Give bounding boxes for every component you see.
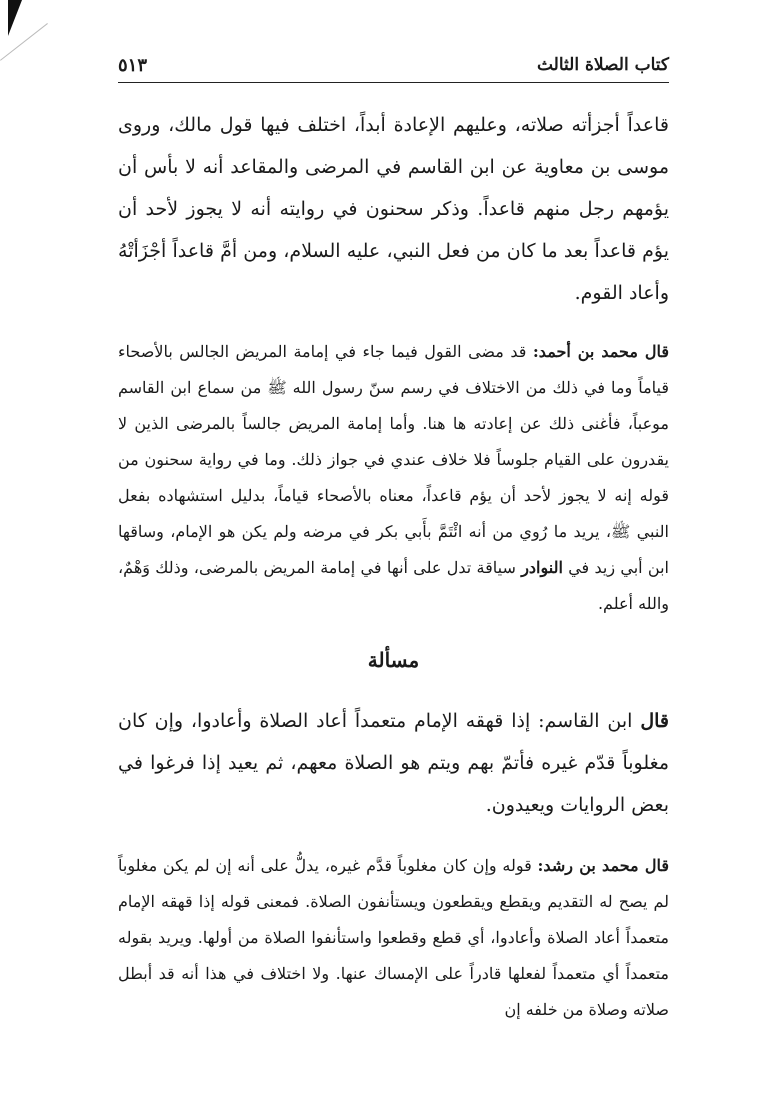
book-title-nawadir: النوادر	[521, 558, 563, 577]
paragraph-3	[118, 700, 669, 826]
speaker-label: قال	[640, 710, 669, 732]
page-body	[118, 104, 669, 1028]
paragraph-4	[118, 848, 669, 1028]
paragraph-3-text: ابن القاسم: إذا قهقه الإمام متعمداً أعاد الصلاة وأعادوا، وإن كان مغلوباً قدّم غيره فأتمّ بهم ويتم هو الصلاة معهم، ثم يعيد إذا فرغوا في بعض الروايات ويعيدون.	[118, 710, 669, 816]
page-number: ٥١٣	[118, 54, 148, 76]
paragraph-2	[118, 334, 669, 622]
page-header	[118, 48, 669, 83]
paragraph-4-text: قوله وإن كان مغلوباً قدَّم غيره، يدلُّ على أنه إن لم يكن مغلوباً لم يصح له التقديم ويقطع ويقطعون ويستأنفون الصلاة. فمعنى قوله إذا قهقه الإمام متعمداً أعاد الصلاة وأعادوا، أي قطع وقطعوا واستأنفوا الصلاة من أولها. ويريد بقوله متعمداً أي متعمداً لفعلها قادراً على الإمساك عنها. ولا اختلاف في هذا أنه قد أبطل صلاته وصلاة من خلفه إن	[118, 856, 669, 1019]
section-title: مسألة	[367, 648, 420, 672]
paragraph-1: قاعداً أجزأته صلاته، وعليهم الإعادة أبداً، اختلف فيها قول مالك، وروى موسى بن معاوية عن ابن القاسم في المرضى والمقاعد أنه لا بأس أن يؤمهم رجل منهم قاعداً. وذكر سحنون في روايته أنه لا يجوز لأحد أن يؤم قاعداً بعد ما كان من فعل النبي، عليه السلام، ومن أمَّ قاعداً أجْزَأتْهُ وأعاد القوم.	[118, 114, 669, 304]
speaker-label: قال محمد بن أحمد:	[532, 342, 670, 361]
paragraph-2-text-end: سياقة تدل على أنها في إمامة المريض بالمرضى، وذلك وَهْمٌ، والله أعلم.	[118, 558, 669, 613]
paragraph-2-text: قد مضى القول فيما جاء في إمامة المريض الجالس بالأصحاء قياماً وما في ذلك من الاختلاف في رسم سنّ رسول الله ﷺ من سماع ابن القاسم موعباً، فأغنى ذلك عن إعادته ها هنا. وأما إمامة المريض جالساً بالمرضى الذين لا يقدرون على القيام جلوساً فلا خلاف عندي في جواز ذلك. وما في رواية سحنون من قوله إنه لا يجوز لأحد أن يؤم قاعداً، معناه بالأصحاء قياماً، بدليل استشهاده بفعل النبي ﷺ، يريد ما رُوي من أنه ائْتَمَّ بأَبي بكر في مرضه ولم يكن هو الإمام، وساقها ابن أبي زيد في	[118, 342, 669, 577]
speaker-label: قال محمد بن رشد:	[537, 856, 669, 875]
scan-corner-mark	[8, 0, 28, 36]
running-title: كتاب الصلاة الثالث	[536, 55, 669, 75]
